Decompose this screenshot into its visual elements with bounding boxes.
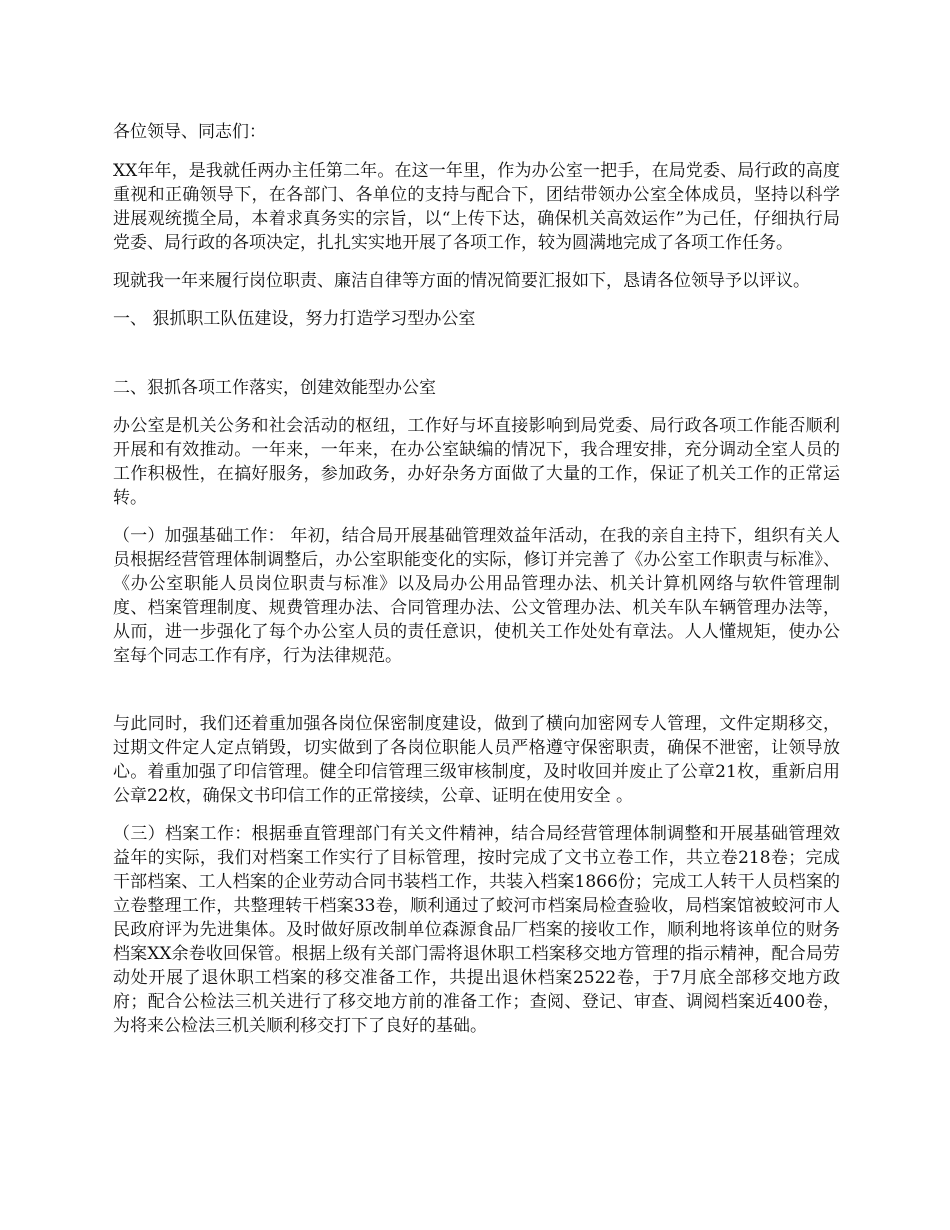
section-heading-1: 一、 狠抓职工队伍建设，努力打造学习型办公室 [113, 309, 476, 329]
intro-paragraph: XX年年，是我就任两办主任第二年。在这一年里，作为办公室一把手，在局党委、局行政的高度重视和正确领导下，在各部门、各单位的支持与配合下，团结带领办公室全体成员，坚持以科学进展观统揽全局，本着求真务实的宗旨，以“上传下达，确保机关高效运作”为己任，仔细执行局党委、局行政的各项决定，扎扎实实地开展了各项工作，较为圆满地完成了各项工作任务。 [113, 161, 840, 253]
salutation: 各位领导、同志们： [113, 122, 266, 142]
item1-paragraph: （一）加强基础工作： 年初，结合局开展基础管理效益年活动，在我的亲自主持下，组织有关人员根据经营管理体制调整后，办公室职能变化的实际，修订并完善了《办公室工作职责与标准》、《办公室职能人员岗位职责与标准》以及局办公用品管理办法、机关计算机网络与软件管理制度、档案管理制度、规费管理办法、合同管理办法、公文管理办法、机关车队车辆管理办法等， 从而，进一步强化了每个办公室人员的责任意识，使机关工作处处有章法。人人懂规矩，使办公室每个同志工作有序，行为法律规范。 [113, 526, 840, 666]
report-intro-paragraph: 现就我一年来履行岗位职责、廉洁自律等方面的情况简要汇报如下，恳请各位领导予以评议。 [113, 271, 810, 291]
document-body [113, 120, 840, 1052]
section-heading-2: 二、狠抓各项工作落实，创建效能型办公室 [113, 378, 436, 398]
confidentiality-paragraph: 与此同时，我们还着重加强各岗位保密制度建设，做到了横向加密网专人管理，文件定期移交，过期文件定人定点销毁，切实做到了各岗位职能人员严格遵守保密职责，确保不泄密，让领导放心。着重加强了印信管理。健全印信管理三级审核制度，及时收回并废止了公章21枚，重新启用公章22枚，确保文书印信工作的正常接续，公章、证明在使用安全 。 [113, 714, 840, 806]
item3-paragraph: （三）档案工作：根据垂直管理部门有关文件精神，结合局经营管理体制调整和开展基础管理效益年的实际，我们对档案工作实行了目标管理，按时完成了文书立卷工作，共立卷218卷；完成干部档案、工人档案的企业劳动合同书装档工作，共装入档案1866份；完成工人转干人员档案的立卷整理工作，共整理转干档案33卷，顺利通过了蛟河市档案局检查验收，局档案馆被蛟河市人民政府评为先进集体。及时做好原改制单位森源食品厂档案的接收工作，顺利地将该单位的财务档案XX余卷收回保管。根据上级有关部门需将退休职工档案移交地方管理的指示精神，配合局劳动处开展了退休职工档案的移交准备工作，共提出退休档案2522卷，于7月底全部移交地方政府；配合公检法三机关进行了移交地方前的准备工作；查阅、登记、审查、调阅档案近400卷，为将来公检法三机关顺利移交打下了良好的基础。 [113, 824, 840, 1036]
section2-intro-paragraph: 办公室是机关公务和社会活动的枢纽，工作好与坏直接影响到局党委、局行政各项工作能否顺利开展和有效推动。一年来，一年来，在办公室缺编的情况下，我合理安排，充分调动全室人员的工作积极性，在搞好服务，参加政务，办好杂务方面做了大量的工作，保证了机关工作的正常运转。 [113, 416, 840, 508]
